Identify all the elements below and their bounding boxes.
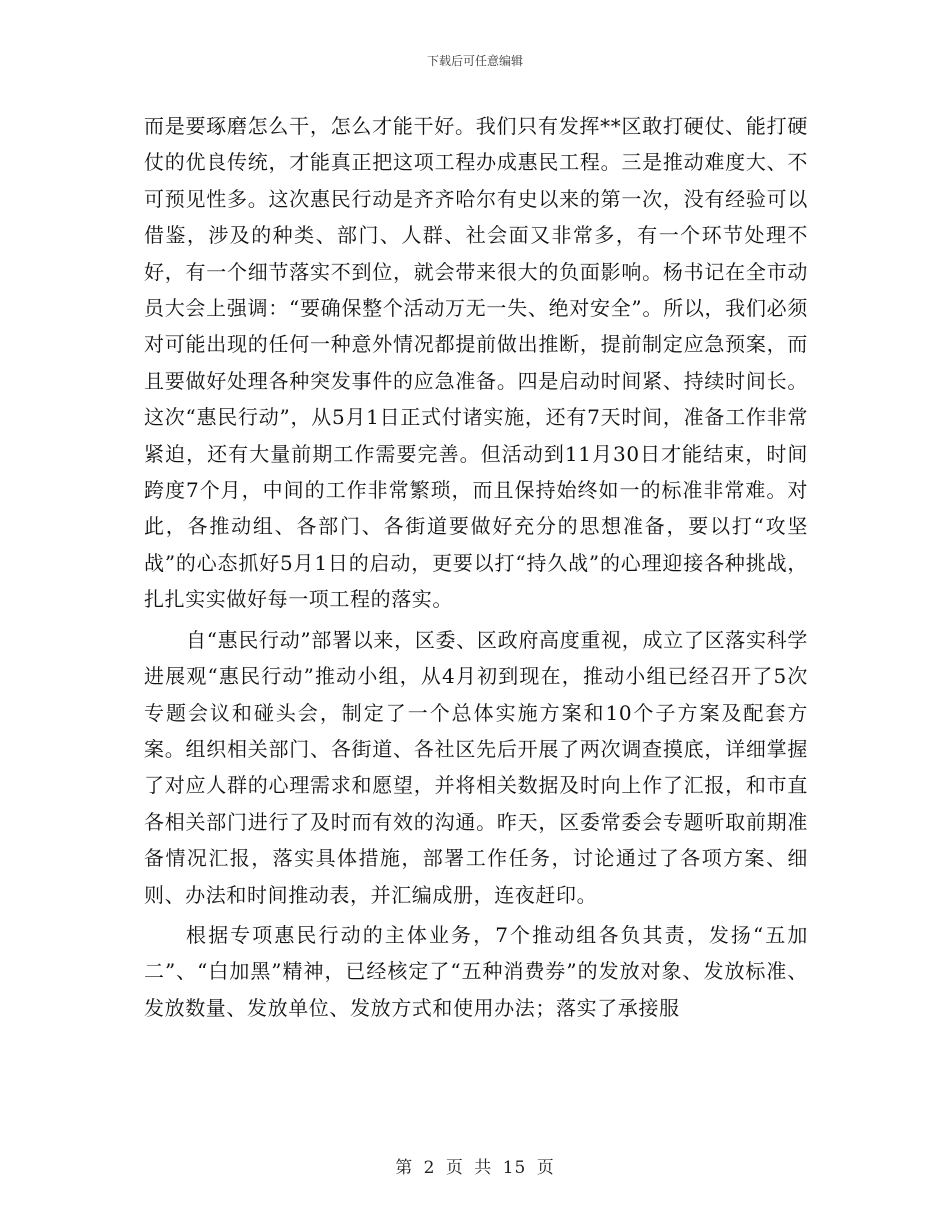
paragraph-continued: 而是要琢磨怎么干，怎么才能干好。我们只有发挥**区敢打硬仗、能打硬仗的优良传统，才能真正把这项工程办成惠民工程。三是推动难度大、不可预见性多。这次惠民行动是齐齐哈尔有史以来的第一次，没有经验可以借鉴，涉及的种类、部门、人群、社会面又非常多，有一个环节处理不好，有一个细节落实不到位，就会带来很大的负面影响。杨书记在全市动员大会上强调：“要确保整个活动万无一失、绝对安全”。所以，我们必须对可能出现的任何一种意外情况都提前做出推断，提前制定应急预案，而且要做好处理各种突发事件的应急准备。四是启动时间紧、持续时间长。这次“惠民行动”，从5月1日正式付诸实施，还有7天时间，准备工作非常紧迫，还有大量前期工作需要完善。但活动到11月30日才能结束，时间跨度7个月，中间的工作非常繁琐，而且保持始终如一的标准非常难。对此，各推动组、各部门、各街道要做好充分的思想准备，要以打“攻坚战”的心态抓好5月1日的启动，更要以打“持久战”的心理迎接各种挑战，扎扎实实做好每一项工程的落实。 xyxy=(144,114,808,612)
page-number-footer: 第 2 页 共 15 页 xyxy=(395,1158,555,1178)
page-header: 下载后可任意编辑 xyxy=(426,54,523,68)
paragraph: 自“惠民行动”部署以来，区委、区政府高度重视，成立了区落实科学进展观“惠民行动”推动小组，从4月初到现在，推动小组已经召开了5次专题会议和碰头会，制定了一个总体实施方案和10个子方案及配套方案。组织相关部门、各街道、各社区先后开展了两次调查摸底，详细掌握了对应人群的心理需求和愿望，并将相关数据及时向上作了汇报，和市直各相关部门进行了及时而有效的沟通。昨天，区委常委会专题听取前期准备情况汇报，落实具体措施，部署工作任务，讨论通过了各项方案、细则、办法和时间推动表，并汇编成册，连夜赶印。 xyxy=(144,627,808,907)
paragraph: 根据专项惠民行动的主体业务，7个推动组各负其责，发扬“五加二”、“白加黑”精神，已经核定了“五种消费券”的发放对象、发放标准、发放数量、发放单位、发放方式和使用办法；落实了承接服 xyxy=(144,922,808,1020)
document-body xyxy=(144,108,808,1026)
